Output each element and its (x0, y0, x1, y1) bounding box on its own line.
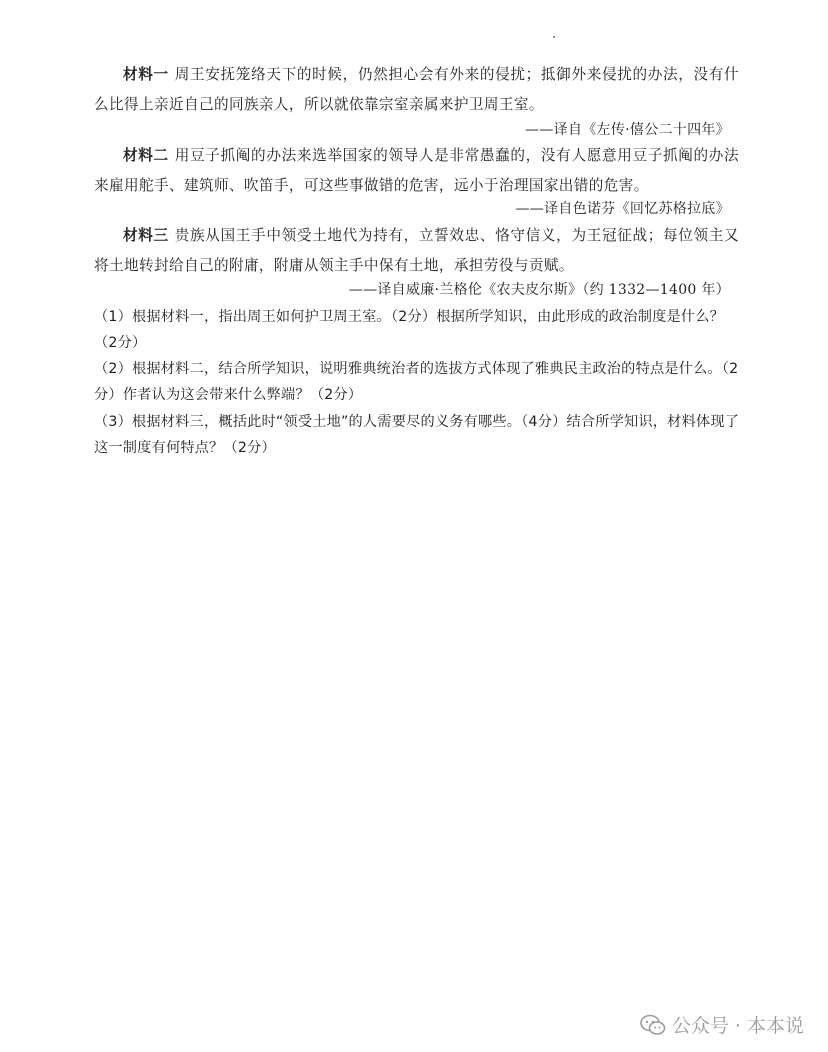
material-2-label: 材料二 (123, 147, 169, 164)
material-2-text: 用豆子抓阄的办法来选举国家的领导人是非常愚蠢的，没有人愿意用豆子抓阄的办法来雇用舵手、建筑师、吹笛手，可这些事做错的危害，远小于治理国家出错的危害。 (94, 147, 740, 194)
question-1: （1）根据材料一，指出周王如何护卫周王室。（2分）根据所学知识，由此形成的政治制度是什么？（2分） (94, 309, 725, 351)
question-3: （3）根据材料三，概括此时“领受土地”的人需要尽的义务有哪些。（4分）结合所学知识，材料体现了这一制度有何特点？（2分） (94, 414, 740, 456)
material-1-paragraph (94, 60, 739, 120)
material-3-label: 材料三 (123, 227, 169, 244)
material-3-source: ——译自威廉·兰格伦《农夫皮尔斯》（约 1332—1400 年） (348, 282, 730, 298)
material-1-text: 周王安抚笼络天下的时候，仍然担心会有外来的侵扰；抵御外来侵扰的办法，没有什么比得上亲近自己的同族亲人，所以就依靠宗室亲属来护卫周王室。 (94, 66, 740, 113)
watermark-text: 公众号 · 本本说 (671, 1015, 804, 1037)
material-2-source: ——译自色诺芬《回忆苏格拉底》 (515, 201, 730, 217)
question-2: （2）根据材料二，结合所学知识，说明雅典统治者的选拔方式体现了雅典民主政治的特点是什么。（2分）作者认为这会带来什么弊端？（2分） (94, 361, 739, 403)
watermark (640, 1011, 804, 1038)
material-1-source: ——译自《左传·僖公二十四年》 (525, 122, 730, 138)
material-1-label: 材料一 (123, 66, 169, 83)
scan-speck (553, 36, 555, 38)
material-2-paragraph (94, 141, 739, 201)
material-3-text: 贵族从国王手中领受土地代为持有，立誓效忠、恪守信义，为王冠征战；每位领主又将土地转封给自己的附庸，附庸从领主手中保有土地，承担劳役与贡赋。 (94, 227, 740, 274)
material-3-paragraph (94, 221, 739, 281)
wechat-icon (640, 1014, 666, 1036)
